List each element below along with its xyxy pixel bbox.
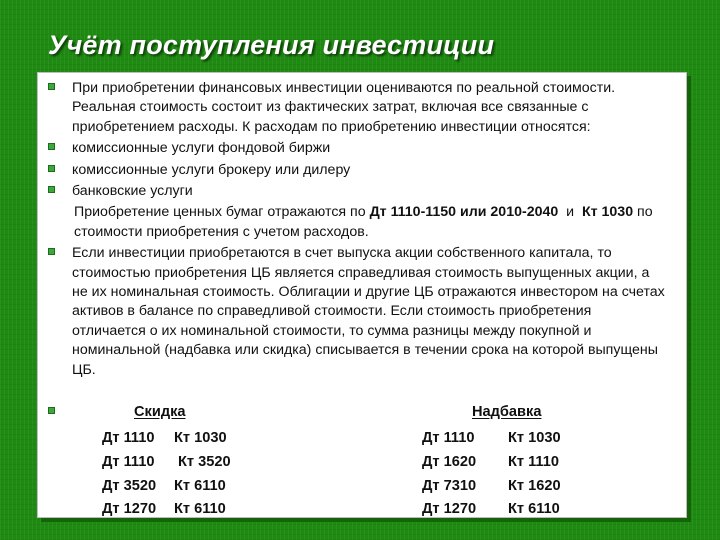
premium-debit: Дт 7310: [422, 478, 477, 494]
square-bullet-icon: [48, 139, 55, 158]
square-bullet-icon: [48, 403, 55, 422]
square-bullet-icon: [48, 244, 55, 263]
discount-header: Скидка: [134, 404, 186, 420]
credit-account: Кт 1030: [581, 204, 634, 221]
table-row: [38, 453, 686, 476]
discount-debit: Дт 1110: [102, 430, 155, 446]
slide-title: Учёт поступления инвестиции: [48, 30, 495, 60]
discount-credit: Кт 3520: [178, 454, 231, 470]
discount-credit: Кт 1030: [174, 430, 227, 446]
premium-credit: Кт 6110: [508, 501, 560, 517]
bullet-text: комиссионные услуги фондовой биржи: [72, 140, 331, 157]
bullet-text: При приобретении финансовых инвестиции оцениваются по реальной стоимости. Реальная стоимость состоит из фактических затрат, включая все связанные с приобретением расходы. К расходам по приобретению инвестиции относятся:: [72, 80, 616, 135]
premium-header: Надбавка: [472, 404, 542, 420]
list-item: [38, 79, 686, 137]
para-part: Приобретение ценных бумаг отражаются по: [74, 204, 370, 221]
para-part: по стоимости приобретения с учетом расходов.: [74, 204, 653, 240]
list-item: [38, 244, 686, 380]
premium-debit: Дт 1270: [422, 501, 477, 517]
table-row: [38, 477, 686, 500]
premium-debit: Дт 1620: [422, 454, 477, 470]
premium-credit: Кт 1620: [508, 478, 561, 494]
premium-credit: Кт 1110: [508, 454, 559, 470]
discount-credit: Кт 6110: [174, 501, 226, 517]
slide-content: [38, 73, 686, 517]
square-bullet-icon: [48, 79, 55, 98]
accounting-paragraph: [38, 203, 686, 242]
discount-debit: Дт 1270: [102, 501, 157, 517]
discount-credit: Кт 6110: [174, 478, 226, 494]
list-item: [38, 139, 686, 158]
bullet-text: банковские услуги: [72, 183, 193, 200]
list-item: [38, 161, 686, 180]
debit-accounts: Дт 1110-1150 или 2010-2040: [369, 204, 559, 221]
discount-debit: Дт 3520: [102, 478, 157, 494]
para-part: и: [558, 204, 582, 221]
list-item: [38, 182, 686, 201]
entries-header-row: [38, 403, 686, 426]
bullet-text: Если инвестиции приобретаются в счет выпуска акции собственного капитала, то стоимостью приобретения ЦБ является справедливая стоимость выпущенных акции, а не их номинальная стоимость. Облигации и другие ЦБ отражаются инвестором на счетах активов в балансе по справедливой стоимости. Если стоимость приобретения отличается о их номинальной стоимости, то сумма разницы между покупной и номинальной (надбавка или скидка) списывается в течении срока на которой выпущены ЦБ.: [72, 245, 665, 378]
bullet-text: комиссионные услуги брокеру или дилеру: [72, 161, 351, 178]
premium-credit: Кт 1030: [508, 430, 561, 446]
discount-debit: Дт 1110: [102, 454, 155, 470]
square-bullet-icon: [48, 182, 55, 201]
table-row: [38, 500, 686, 523]
premium-debit: Дт 1110: [422, 430, 475, 446]
square-bullet-icon: [48, 161, 55, 180]
content-panel: [37, 72, 687, 518]
table-row: [38, 429, 686, 452]
